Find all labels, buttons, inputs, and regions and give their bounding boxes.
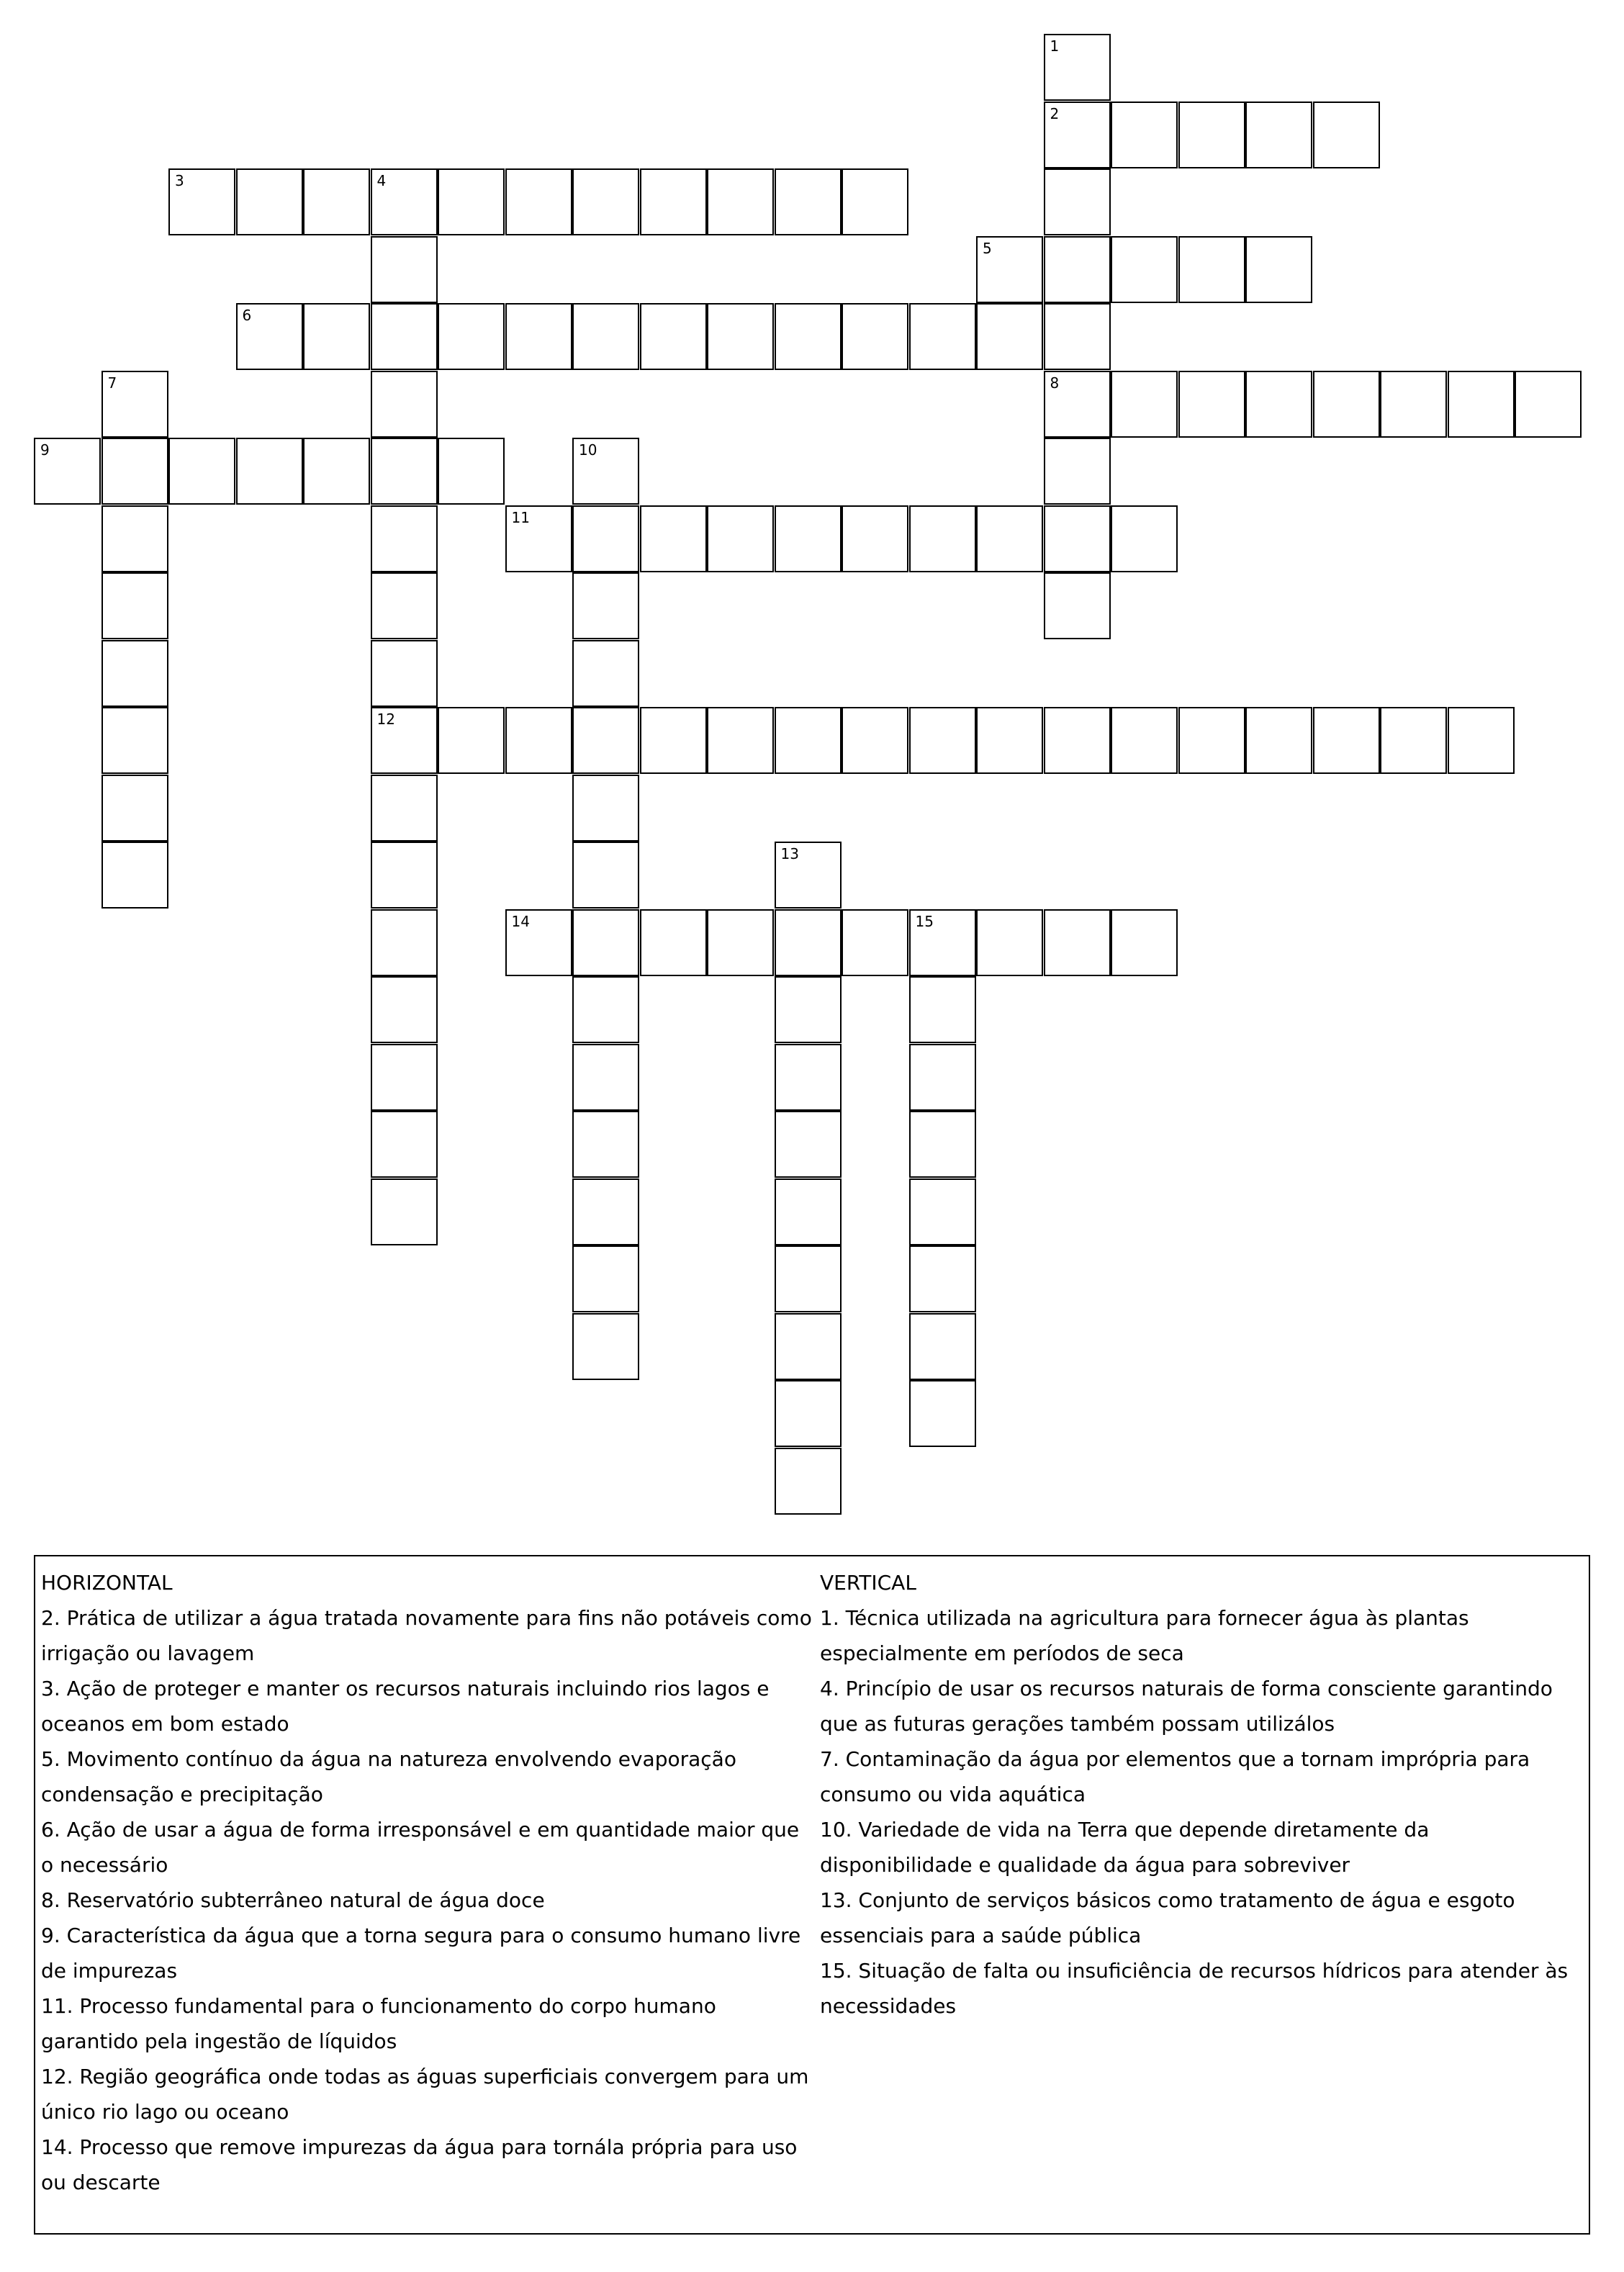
crossword-cell[interactable] xyxy=(707,303,774,370)
crossword-cell[interactable] xyxy=(572,775,639,842)
crossword-cell[interactable] xyxy=(572,1313,639,1380)
clue-number: 12 xyxy=(376,711,395,728)
crossword-cell[interactable] xyxy=(1515,371,1582,438)
crossword-cell[interactable] xyxy=(1044,34,1111,101)
crossword-cell[interactable] xyxy=(707,505,774,572)
crossword-cell[interactable] xyxy=(102,640,168,707)
crossword-cell[interactable] xyxy=(572,707,639,774)
clue-number: 9 xyxy=(40,441,50,459)
crossword-cell[interactable] xyxy=(102,842,168,909)
crossword-cell[interactable] xyxy=(775,505,842,572)
crossword-cell[interactable] xyxy=(976,303,1043,370)
clue-horizontal-11: 11. Processo fundamental para o funcionamento do corpo humano garantido pela ingestão de líquidos xyxy=(41,1994,716,2053)
crossword-cell[interactable] xyxy=(236,438,303,505)
crossword-cell[interactable] xyxy=(1178,236,1245,303)
crossword-cell[interactable] xyxy=(438,707,505,774)
clue-vertical-4: 4. Princípio de usar os recursos naturais de forma consciente garantindo que as futuras gerações também possam utilizálos xyxy=(820,1677,1553,1736)
crossword-cell[interactable] xyxy=(909,505,976,572)
clue-number: 3 xyxy=(175,172,184,189)
crossword-cell[interactable] xyxy=(1111,102,1178,168)
crossword-cell[interactable] xyxy=(976,505,1043,572)
crossword-cell[interactable] xyxy=(572,1044,639,1111)
crossword-cell[interactable] xyxy=(1044,236,1111,303)
crossword-cell[interactable] xyxy=(1111,909,1178,976)
crossword-cell[interactable] xyxy=(371,438,438,505)
crossword-cell[interactable] xyxy=(303,438,370,505)
crossword-cell[interactable] xyxy=(707,168,774,235)
crossword-cell[interactable] xyxy=(1044,371,1111,438)
crossword-cell[interactable] xyxy=(909,1313,976,1380)
clue-number: 15 xyxy=(915,912,934,930)
clue-horizontal-9: 9. Característica da água que a torna segura para o consumo humano livre de impurezas xyxy=(41,1924,801,1983)
crossword-cell[interactable] xyxy=(1448,371,1515,438)
crossword-cell[interactable] xyxy=(640,505,707,572)
crossword-cell[interactable] xyxy=(775,303,842,370)
horizontal-clues-column xyxy=(41,1565,815,2200)
crossword-cell[interactable] xyxy=(572,438,639,505)
crossword-cell[interactable] xyxy=(775,842,842,909)
crossword-cell[interactable] xyxy=(505,707,572,774)
clue-vertical-1: 1. Técnica utilizada na agricultura para fornecer água às plantas especialmente em períodos de seca xyxy=(820,1606,1469,1665)
crossword-cell[interactable] xyxy=(1313,371,1380,438)
crossword-cell[interactable] xyxy=(909,1044,976,1111)
crossword-cell[interactable] xyxy=(102,572,168,639)
clue-vertical-15: 15. Situação de falta ou insuficiência de recursos hídricos para atender às necessidades xyxy=(820,1959,1569,2018)
crossword-cell[interactable] xyxy=(775,1448,842,1515)
clue-number: 7 xyxy=(107,374,117,392)
crossword-cell[interactable] xyxy=(102,775,168,842)
clue-vertical-13: 13. Conjunto de serviços básicos como tratamento de água e esgoto essenciais para a saúde pública xyxy=(820,1888,1515,1947)
crossword-cell[interactable] xyxy=(572,640,639,707)
crossword-cell[interactable] xyxy=(909,1245,976,1312)
crossword-cell[interactable] xyxy=(707,909,774,976)
crossword-cell[interactable] xyxy=(1111,707,1178,774)
crossword-cell[interactable] xyxy=(1111,236,1178,303)
clue-number: 11 xyxy=(511,508,530,526)
clue-number: 1 xyxy=(1050,37,1060,55)
crossword-cell[interactable] xyxy=(371,909,438,976)
crossword-cell[interactable] xyxy=(303,168,370,235)
crossword-cell[interactable] xyxy=(505,909,572,976)
clues-panel xyxy=(34,1555,1590,2235)
crossword-cell[interactable] xyxy=(775,1313,842,1380)
crossword-cell[interactable] xyxy=(909,707,976,774)
crossword-cell[interactable] xyxy=(371,1111,438,1178)
crossword-cell[interactable] xyxy=(1044,102,1111,168)
clue-horizontal-12: 12. Região geográfica onde todas as águas superficiais convergem para um único rio lago ou oceano xyxy=(41,2065,809,2124)
clue-horizontal-8: 8. Reservatório subterrâneo natural de água doce xyxy=(41,1888,545,1912)
crossword-cell[interactable] xyxy=(572,572,639,639)
clue-vertical-10: 10. Variedade de vida na Terra que depende diretamente da disponibilidade e qualidade da água para sobreviver xyxy=(820,1818,1430,1877)
crossword-cell[interactable] xyxy=(1044,572,1111,639)
crossword-cell[interactable] xyxy=(909,1380,976,1447)
crossword-cell[interactable] xyxy=(438,168,505,235)
crossword-cell[interactable] xyxy=(1380,371,1447,438)
crossword-cell[interactable] xyxy=(842,707,908,774)
clue-horizontal-2: 2. Prática de utilizar a água tratada novamente para fins não potáveis como irrigação ou lavagem xyxy=(41,1606,812,1665)
crossword-cell[interactable] xyxy=(775,976,842,1043)
crossword-cell[interactable] xyxy=(775,1111,842,1178)
clue-number: 5 xyxy=(983,239,992,257)
crossword-cell[interactable] xyxy=(572,976,639,1043)
clue-horizontal-5: 5. Movimento contínuo da água na natureza envolvendo evaporação condensação e precipitação xyxy=(41,1747,736,1806)
crossword-cell[interactable] xyxy=(371,572,438,639)
crossword-cell[interactable] xyxy=(640,168,707,235)
crossword-cell[interactable] xyxy=(640,707,707,774)
crossword-cell[interactable] xyxy=(640,909,707,976)
crossword-cell[interactable] xyxy=(775,1044,842,1111)
crossword-cell[interactable] xyxy=(976,236,1043,303)
crossword-cell[interactable] xyxy=(371,1178,438,1245)
crossword-cell[interactable] xyxy=(1111,371,1178,438)
clue-number: 13 xyxy=(780,845,799,862)
crossword-cell[interactable] xyxy=(572,505,639,572)
crossword-cell[interactable] xyxy=(909,1111,976,1178)
crossword-cell[interactable] xyxy=(775,707,842,774)
crossword-cell[interactable] xyxy=(775,168,842,235)
crossword-cell[interactable] xyxy=(1245,371,1312,438)
crossword-cell[interactable] xyxy=(842,303,908,370)
crossword-cell[interactable] xyxy=(371,1044,438,1111)
crossword-cell[interactable] xyxy=(1044,303,1111,370)
crossword-cell[interactable] xyxy=(1044,707,1111,774)
crossword-cell[interactable] xyxy=(102,505,168,572)
crossword-cell[interactable] xyxy=(909,976,976,1043)
crossword-cell[interactable] xyxy=(102,438,168,505)
clue-horizontal-3: 3. Ação de proteger e manter os recursos naturais incluindo rios lagos e oceanos em bom estado xyxy=(41,1677,770,1736)
crossword-cell[interactable] xyxy=(505,505,572,572)
crossword-cell[interactable] xyxy=(1313,707,1380,774)
crossword-cell[interactable] xyxy=(168,168,235,235)
crossword-cell[interactable] xyxy=(102,371,168,438)
crossword-cell[interactable] xyxy=(909,909,976,976)
crossword-cell[interactable] xyxy=(505,303,572,370)
crossword-cell[interactable] xyxy=(236,168,303,235)
crossword-cell[interactable] xyxy=(1044,909,1111,976)
crossword-cell[interactable] xyxy=(909,1178,976,1245)
crossword-cell[interactable] xyxy=(438,303,505,370)
crossword-cell[interactable] xyxy=(640,303,707,370)
clue-number: 6 xyxy=(242,307,252,324)
crossword-cell[interactable] xyxy=(842,505,908,572)
crossword-cell[interactable] xyxy=(236,303,303,370)
crossword-cell[interactable] xyxy=(707,707,774,774)
crossword-cell[interactable] xyxy=(572,842,639,909)
crossword-cell[interactable] xyxy=(1245,236,1312,303)
crossword-cell[interactable] xyxy=(775,1380,842,1447)
crossword-cell[interactable] xyxy=(1178,371,1245,438)
crossword-cell[interactable] xyxy=(775,1245,842,1312)
crossword-cell[interactable] xyxy=(572,1111,639,1178)
crossword-cell[interactable] xyxy=(976,707,1043,774)
clue-number: 4 xyxy=(376,172,387,189)
crossword-cell[interactable] xyxy=(1111,505,1178,572)
crossword-cell[interactable] xyxy=(1380,707,1447,774)
crossword-cell[interactable] xyxy=(1044,505,1111,572)
crossword-cell[interactable] xyxy=(371,505,438,572)
crossword-cell[interactable] xyxy=(572,168,639,235)
crossword-cell[interactable] xyxy=(34,438,101,505)
crossword-cell[interactable] xyxy=(371,303,438,370)
crossword-cell[interactable] xyxy=(371,707,438,774)
crossword-cell[interactable] xyxy=(775,1178,842,1245)
crossword-cell[interactable] xyxy=(1245,707,1312,774)
crossword-cell[interactable] xyxy=(505,168,572,235)
clue-horizontal-14: 14. Processo que remove impurezas da água para tornála própria para uso ou descarte xyxy=(41,2135,798,2194)
clue-number: 2 xyxy=(1050,104,1060,122)
crossword-cell[interactable] xyxy=(371,640,438,707)
crossword-cell[interactable] xyxy=(842,909,908,976)
clue-number: 14 xyxy=(511,912,530,930)
crossword-cell[interactable] xyxy=(303,303,370,370)
horizontal-clues-title: HORIZONTAL xyxy=(41,1571,173,1595)
crossword-cell[interactable] xyxy=(1044,438,1111,505)
crossword-cell[interactable] xyxy=(1044,168,1111,235)
crossword-cell[interactable] xyxy=(371,842,438,909)
crossword-cell[interactable] xyxy=(1178,707,1245,774)
crossword-cell[interactable] xyxy=(976,909,1043,976)
crossword-cell[interactable] xyxy=(572,1178,639,1245)
crossword-cell[interactable] xyxy=(371,976,438,1043)
crossword-cell[interactable] xyxy=(1178,102,1245,168)
crossword-cell[interactable] xyxy=(572,1245,639,1312)
crossword-cell[interactable] xyxy=(572,303,639,370)
crossword-cell[interactable] xyxy=(371,168,438,235)
crossword-cell[interactable] xyxy=(842,168,908,235)
crossword-cell[interactable] xyxy=(1448,707,1515,774)
crossword-cell[interactable] xyxy=(371,236,438,303)
clue-number: 10 xyxy=(579,441,597,459)
crossword-cell[interactable] xyxy=(909,303,976,370)
crossword-cell[interactable] xyxy=(572,909,639,976)
crossword-cell[interactable] xyxy=(168,438,235,505)
crossword-cell[interactable] xyxy=(371,775,438,842)
crossword-cell[interactable] xyxy=(371,371,438,438)
crossword-cell[interactable] xyxy=(1245,102,1312,168)
clue-horizontal-6: 6. Ação de usar a água de forma irresponsável e em quantidade maior que o necessário xyxy=(41,1818,800,1877)
vertical-clues-column xyxy=(820,1565,1587,2024)
clue-number: 8 xyxy=(1050,374,1060,392)
crossword-cell[interactable] xyxy=(775,909,842,976)
crossword-cell[interactable] xyxy=(102,707,168,774)
clue-vertical-7: 7. Contaminação da água por elementos que a tornam imprópria para consumo ou vida aquática xyxy=(820,1747,1530,1806)
vertical-clues-title: VERTICAL xyxy=(820,1571,916,1595)
crossword-cell[interactable] xyxy=(438,438,505,505)
crossword-cell[interactable] xyxy=(1313,102,1380,168)
